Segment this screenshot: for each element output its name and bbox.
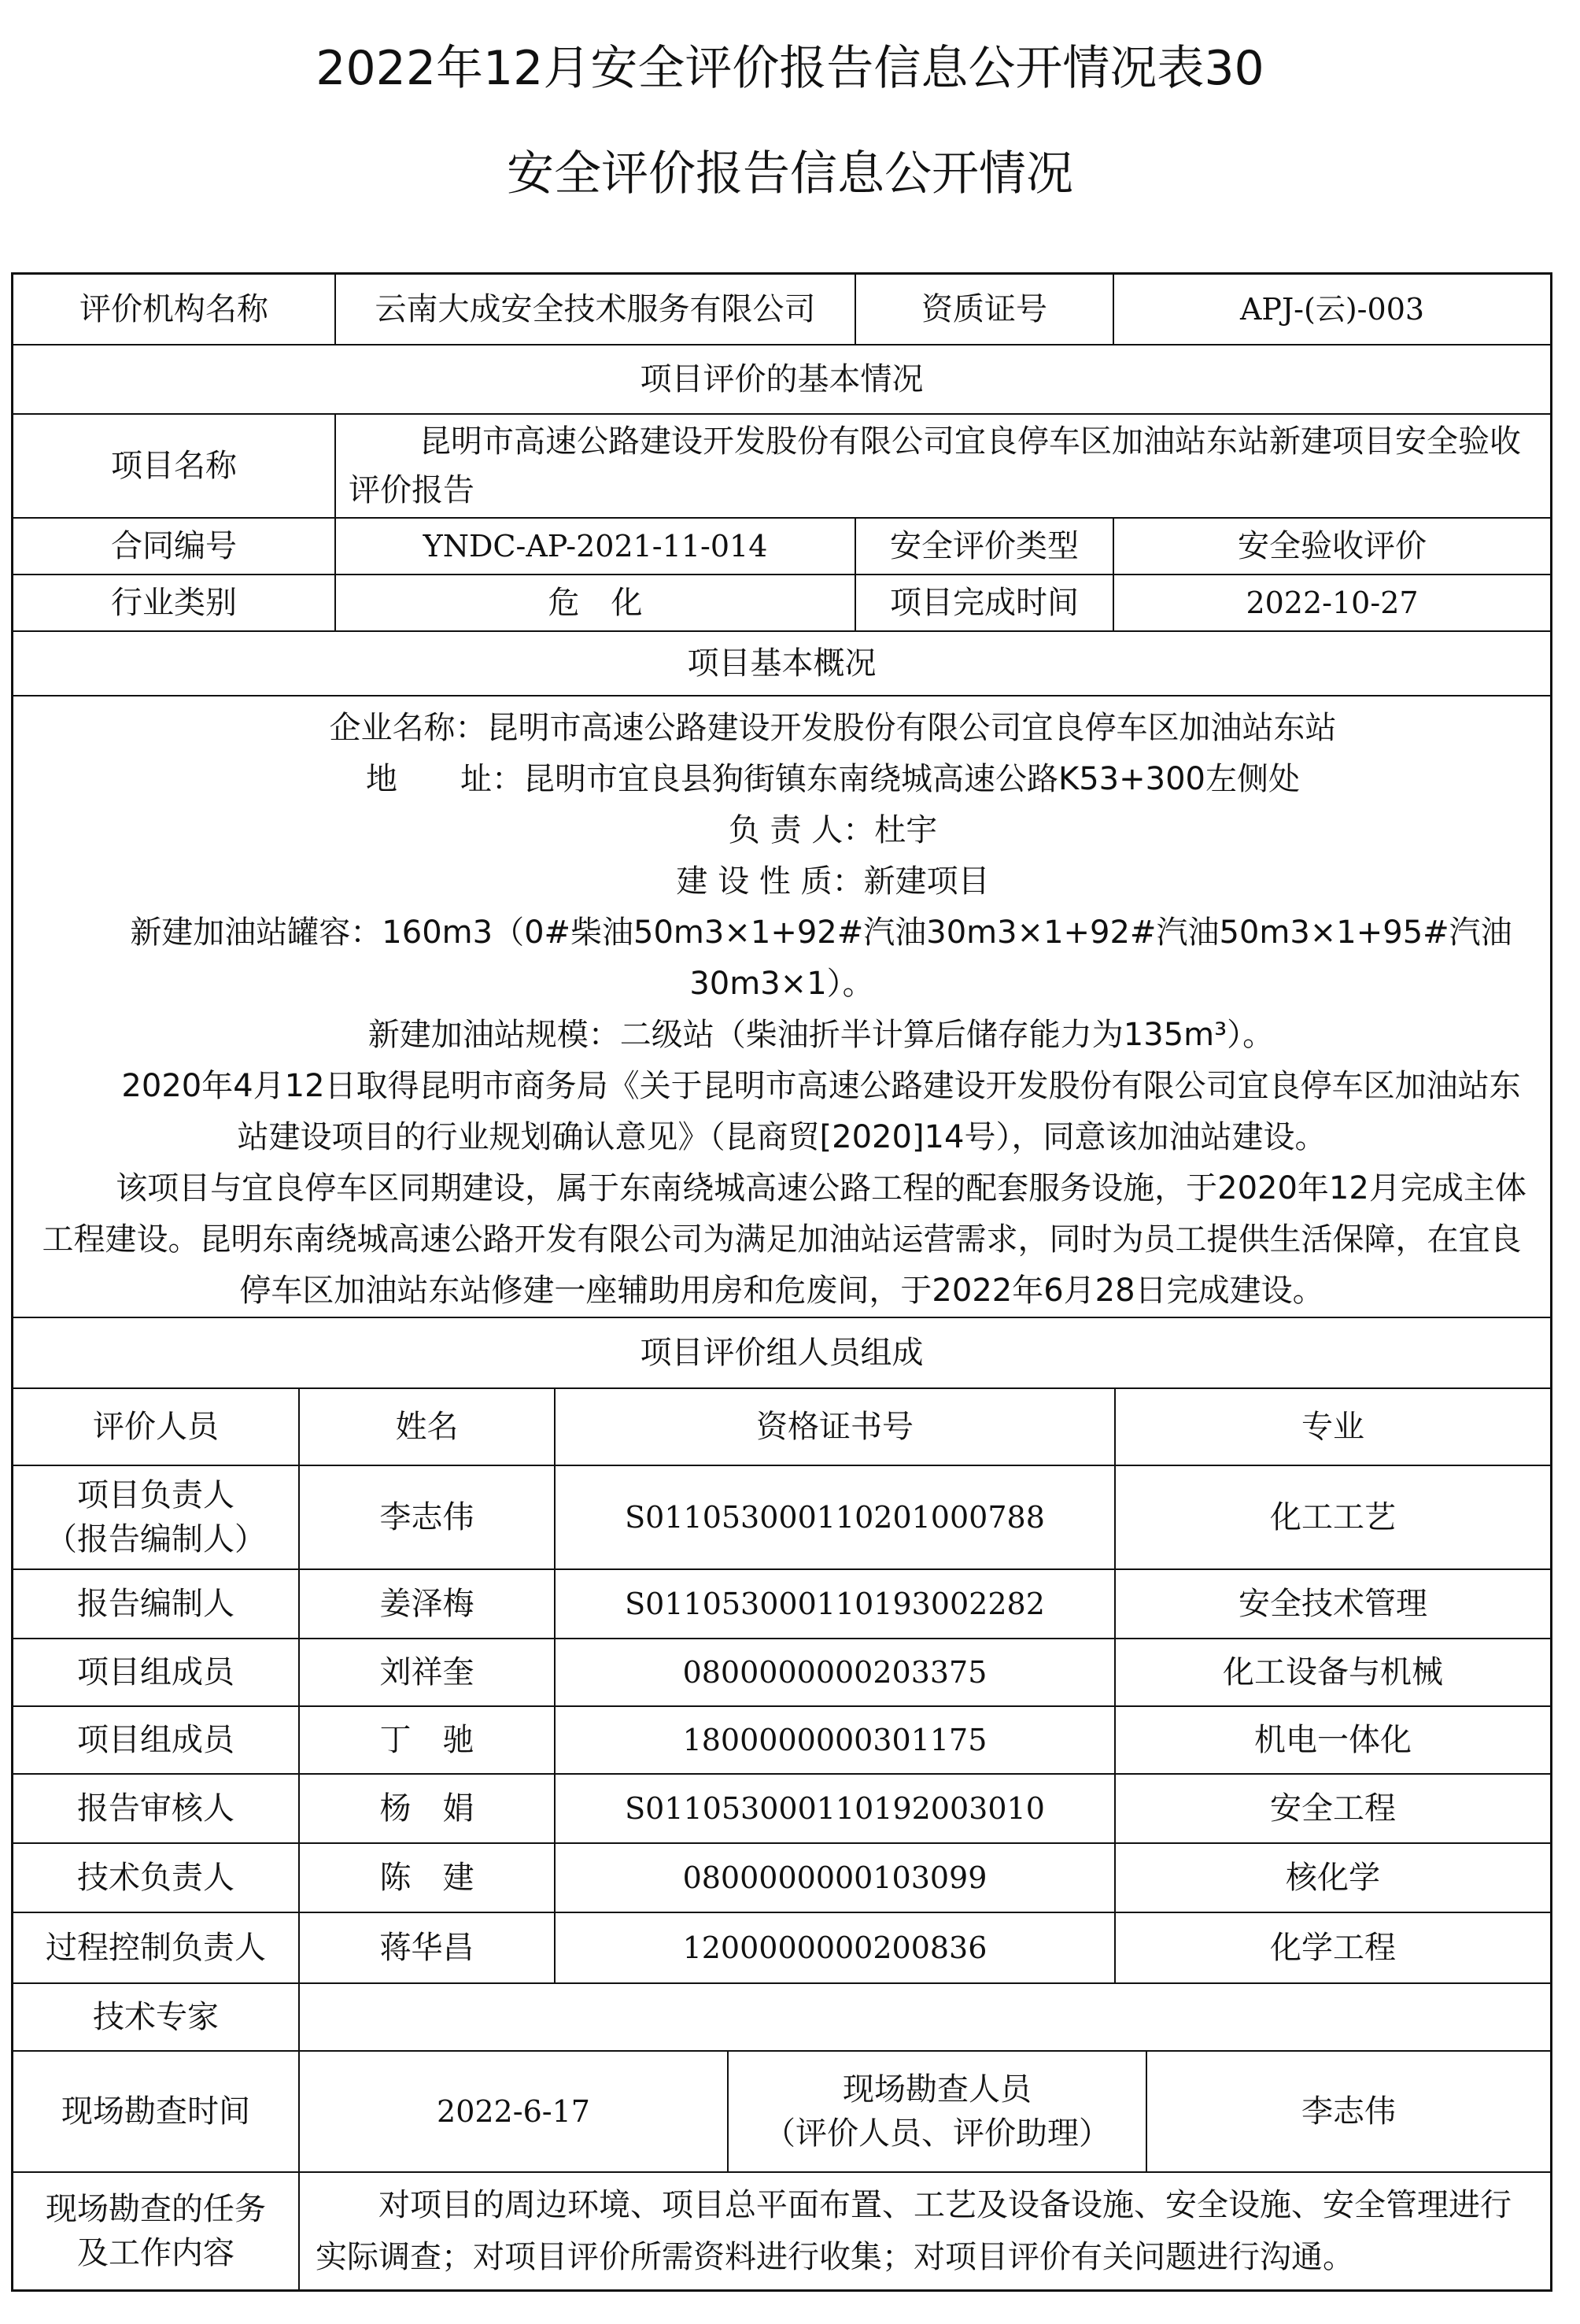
team-cert: 1200000000200836 (554, 1913, 1114, 1982)
overview-text (13, 696, 1550, 1317)
team-name: 蒋华昌 (298, 1913, 554, 1982)
assessment-type-label: 安全评价类型 (855, 519, 1113, 574)
overview-company: 企业名称：昆明市高速公路建设开发股份有限公司宜良停车区加油站东站 (329, 710, 1337, 746)
team-major: 核化学 (1114, 1844, 1550, 1912)
team-col-major: 专业 (1114, 1389, 1550, 1465)
team-role (13, 1466, 298, 1568)
team-role: 项目组成员 (77, 1722, 234, 1758)
survey-time-value: 2022-6-17 (298, 2052, 727, 2171)
table-row (13, 1705, 1550, 1773)
overview-row (13, 695, 1550, 1317)
table-row (13, 1638, 1550, 1705)
team-name: 杨 娟 (298, 1775, 554, 1842)
team-major: 安全技术管理 (1114, 1570, 1550, 1638)
industry-label: 行业类别 (111, 585, 237, 621)
table-row (13, 1773, 1550, 1842)
survey-people-value: 李志伟 (1146, 2052, 1550, 2171)
team-name: 姜泽梅 (298, 1570, 554, 1638)
expert-row (13, 1982, 1550, 2050)
team-cert: S011053000110201000788 (554, 1466, 1114, 1568)
finish-time-value: 2022-10-27 (1113, 575, 1550, 630)
assessment-type-value: 安全验收评价 (1113, 519, 1550, 574)
team-name: 李志伟 (298, 1466, 554, 1568)
survey-task-label-line1: 现场勘查的任务 (46, 2191, 266, 2227)
overview-para1: 2020年4月12日取得昆明市商务局《关于昆明市高速公路建设开发股份有限公司宜良停车区加油站东站建设项目的行业规划确认意见》（昆商贸[2020]14号），同意该加油站建设。 (121, 1068, 1521, 1155)
team-header-row (13, 1317, 1550, 1387)
overview-scale: 新建加油站规模：二级站（柴油折半计算后储存能力为135m³）。 (367, 1017, 1275, 1053)
team-col-role: 评价人员 (93, 1409, 219, 1445)
basic-header-row (13, 344, 1550, 413)
survey-people-label-line1: 现场勘查人员 (843, 2071, 1032, 2108)
contract-label: 合同编号 (111, 528, 237, 564)
team-role-line2: （报告编制人） (46, 1521, 266, 1557)
expert-value (298, 1984, 1550, 2050)
team-role-line1: 项目负责人 (77, 1477, 234, 1513)
industry-row (13, 574, 1550, 630)
survey-row (13, 2050, 1550, 2171)
basic-header: 项目评价的基本情况 (640, 361, 924, 397)
team-col-name: 姓名 (298, 1389, 554, 1465)
team-col-cert: 资格证书号 (554, 1389, 1114, 1465)
team-major: 化学工程 (1114, 1913, 1550, 1982)
contract-row (13, 517, 1550, 574)
table-row (13, 1568, 1550, 1638)
team-header: 项目评价组人员组成 (640, 1335, 924, 1371)
survey-time-label: 现场勘查时间 (61, 2093, 250, 2130)
team-role: 过程控制负责人 (46, 1930, 266, 1966)
survey-task-label (13, 2173, 298, 2289)
page-title: 2022年12月安全评价报告信息公开情况表30 (316, 41, 1264, 96)
overview-address: 地 址：昆明市宜良县狗街镇东南绕城高速公路K53+300左侧处 (366, 761, 1300, 797)
overview-header-row (13, 630, 1550, 695)
team-name: 陈 建 (298, 1844, 554, 1912)
team-role: 技术负责人 (77, 1860, 234, 1896)
project-name-value: 昆明市高速公路建设开发股份有限公司宜良停车区加油站东站新建项目安全验收评价报告 (334, 415, 1550, 517)
industry-value: 危 化 (334, 575, 855, 630)
team-major: 安全工程 (1114, 1775, 1550, 1842)
team-role: 项目组成员 (77, 1654, 234, 1690)
overview-person: 负 责 人：杜宇 (728, 812, 938, 848)
info-table (11, 272, 1552, 2292)
survey-task-row (13, 2171, 1550, 2289)
project-name-label: 项目名称 (111, 448, 237, 484)
page-subtitle: 安全评价报告信息公开情况 (507, 146, 1073, 201)
survey-people-label (727, 2052, 1146, 2171)
team-cert: S011053000110193002282 (554, 1570, 1114, 1638)
table-row (13, 1912, 1550, 1982)
team-cert: 0800000000103099 (554, 1844, 1114, 1912)
project-name-row (13, 413, 1550, 517)
table-row (13, 1842, 1550, 1912)
finish-time-label: 项目完成时间 (855, 575, 1113, 630)
survey-task-label-line2: 及工作内容 (77, 2235, 234, 2271)
overview-nature: 建 设 性 质：新建项目 (676, 863, 990, 900)
team-major: 机电一体化 (1114, 1707, 1550, 1773)
institution-name-label: 评价机构名称 (79, 291, 268, 327)
survey-people-label-line2: （评价人员、评价助理） (764, 2115, 1110, 2152)
team-cert: S011053000110192003010 (554, 1775, 1114, 1842)
survey-task-value: 对项目的周边环境、项目总平面布置、工艺及设备设施、安全设施、安全管理进行实际调查；对项目评价所需资料进行收集；对项目评价有关问题进行沟通。 (298, 2173, 1550, 2289)
team-cert: 0800000000203375 (554, 1639, 1114, 1705)
cert-value: APJ-(云)-003 (1113, 275, 1550, 344)
team-major: 化工工艺 (1114, 1466, 1550, 1568)
expert-label: 技术专家 (93, 1999, 219, 2035)
cert-label: 资质证号 (855, 275, 1113, 344)
team-name: 丁 驰 (298, 1707, 554, 1773)
institution-name-value: 云南大成安全技术服务有限公司 (334, 275, 855, 344)
team-cert: 1800000000301175 (554, 1707, 1114, 1773)
contract-value: YNDC-AP-2021-11-014 (334, 519, 855, 574)
team-role: 报告编制人 (77, 1586, 234, 1622)
team-columns-row (13, 1387, 1550, 1465)
table-row (13, 1465, 1550, 1568)
overview-para2: 该项目与宜良停车区同期建设，属于东南绕城高速公路工程的配套服务设施，于2020年12月完成主体工程建设。昆明东南绕城高速公路开发有限公司为满足加油站运营需求，同时为员工提供生活保障，在宜良停车区加油站东站修建一座辅助用房和危废间，于2022年6月28日完成建设。 (42, 1170, 1526, 1309)
team-name: 刘祥奎 (298, 1639, 554, 1705)
overview-header: 项目基本概况 (687, 645, 877, 682)
overview-tank: 新建加油站罐容：160m3（0#柴油50m3×1+92#汽油30m3×1+92#汽油50m3×1+95#汽油30m3×1）。 (130, 914, 1512, 1002)
team-role: 报告审核人 (77, 1790, 234, 1827)
institution-row (13, 275, 1550, 344)
team-major: 化工设备与机械 (1114, 1639, 1550, 1705)
